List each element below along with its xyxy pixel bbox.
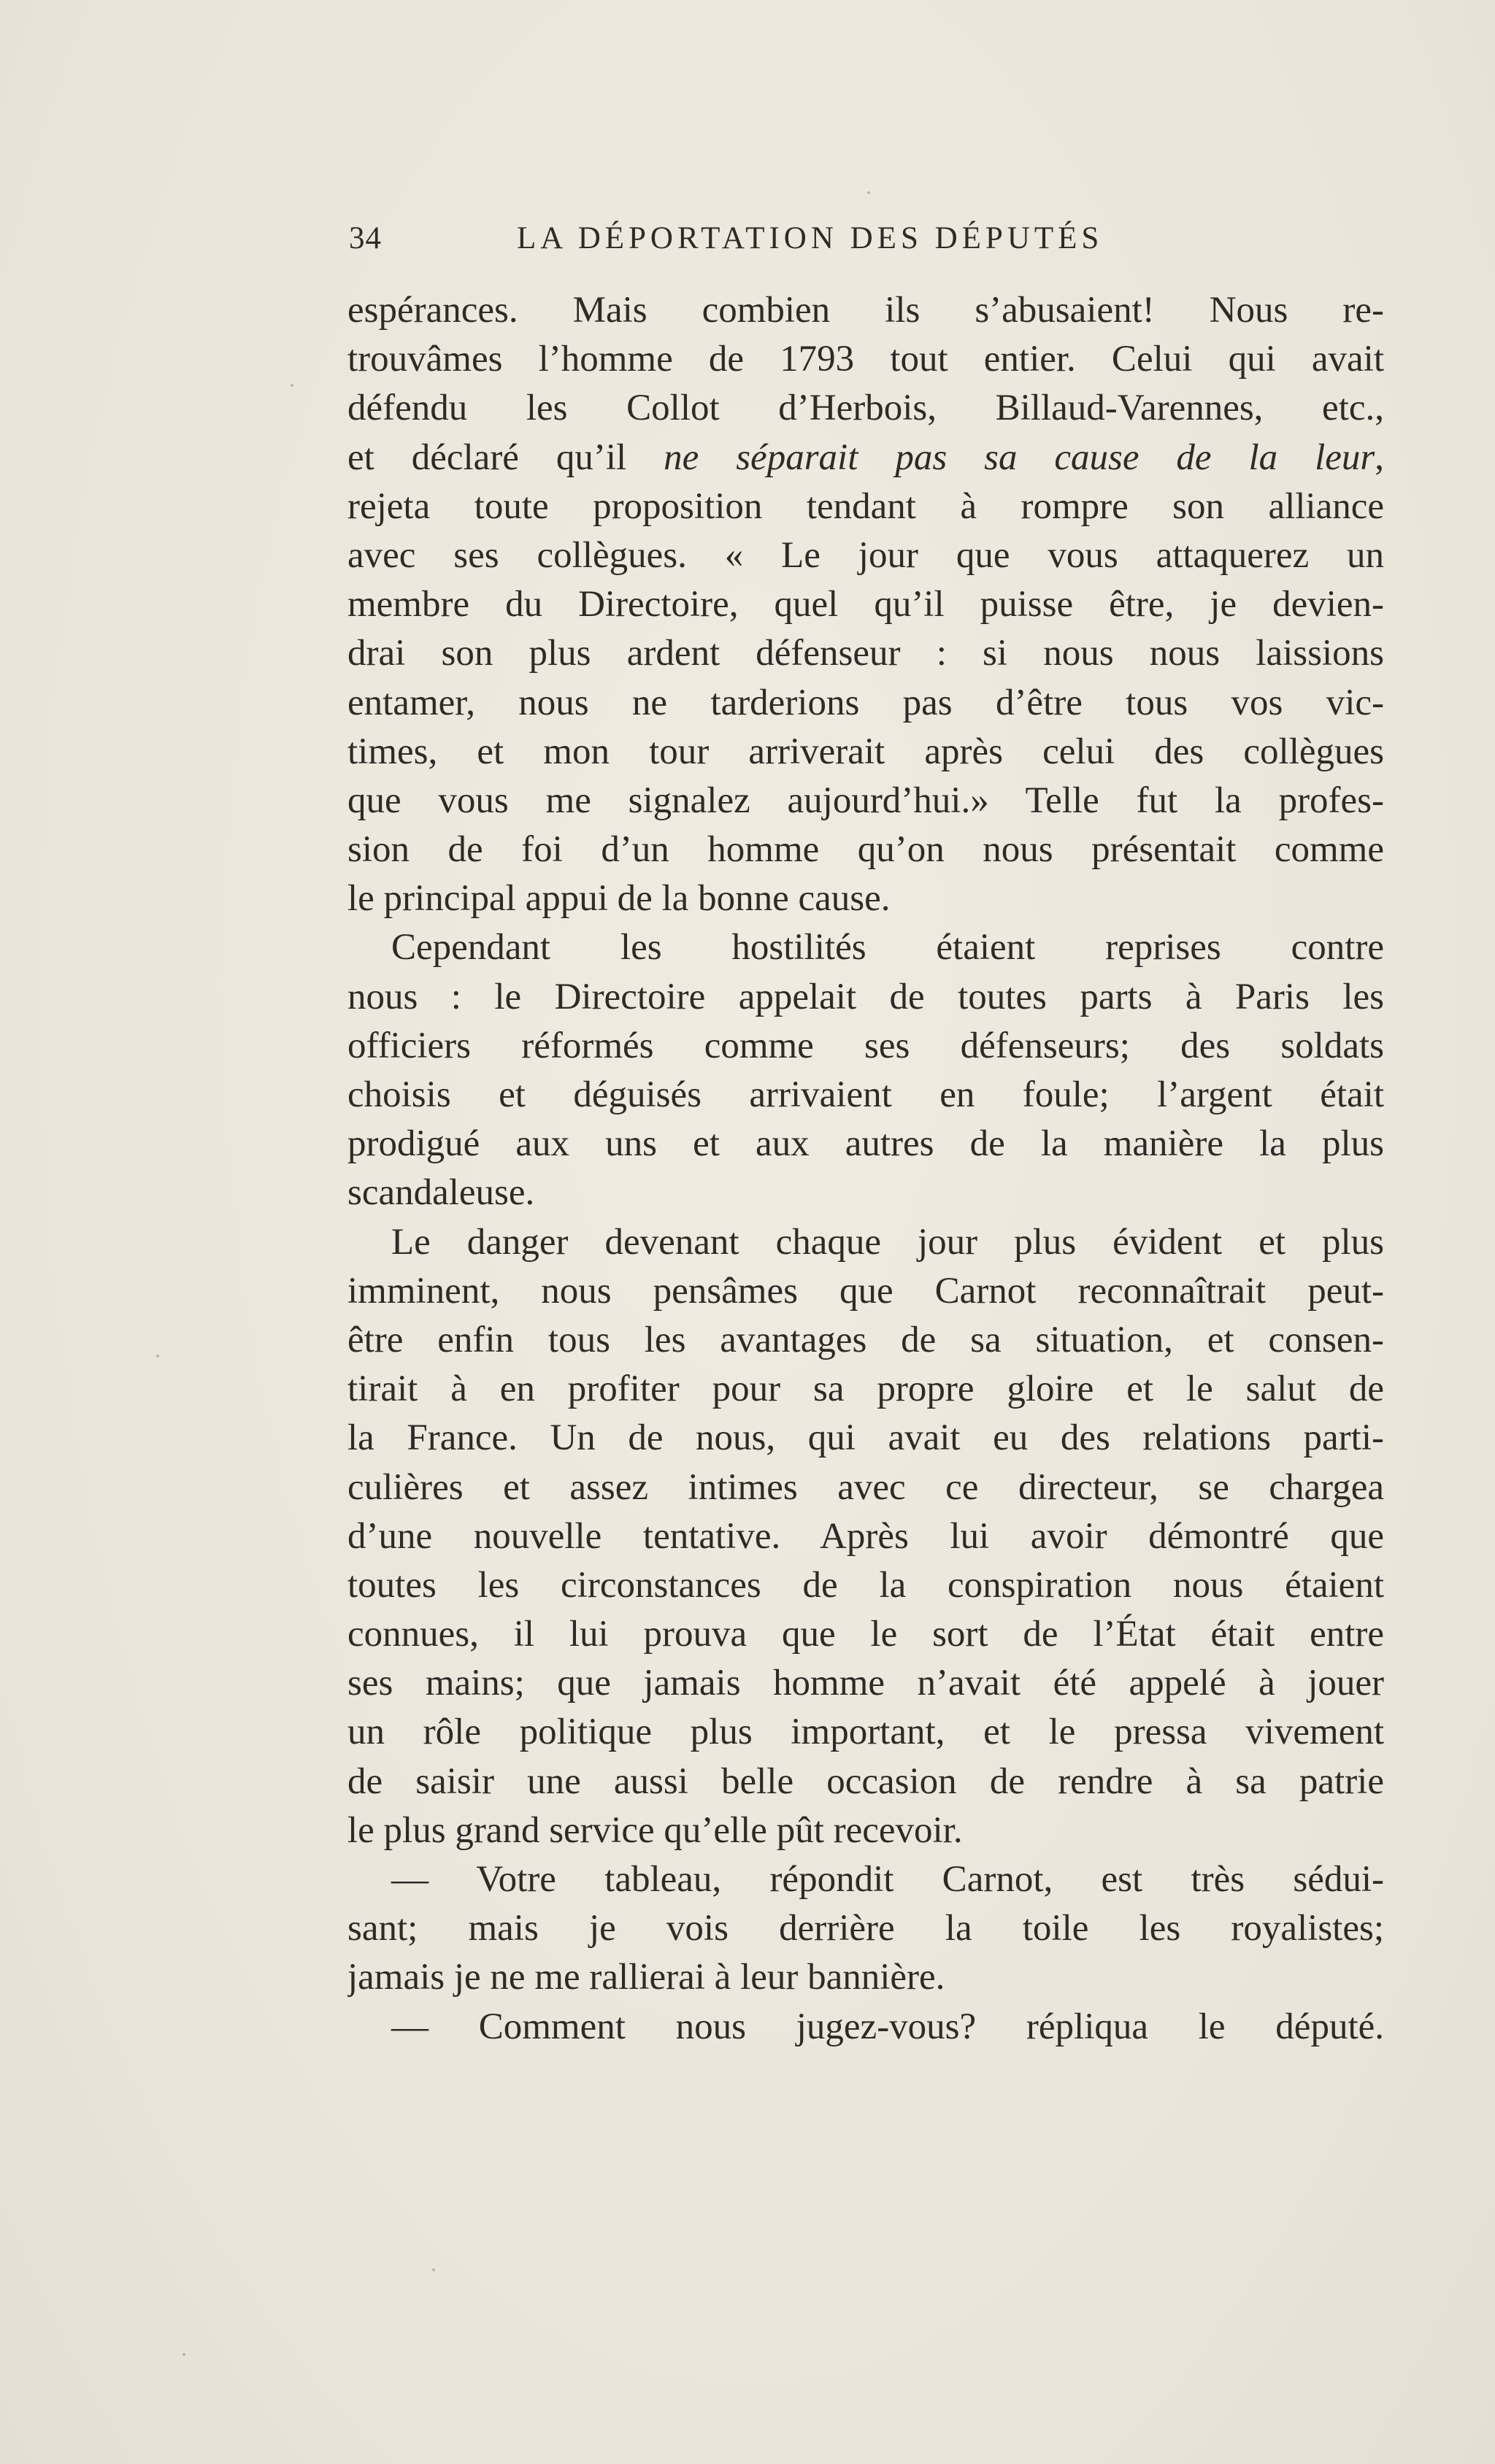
text-line: avec ses collègues. « Le jour que vous attaquerez un: [347, 534, 1384, 576]
text-line: nous : le Directoire appelait de toutes parts à Paris les: [347, 976, 1384, 1017]
page-number: 34: [349, 221, 382, 255]
text-line: de saisir une aussi belle occasion de rendre à sa patrie: [347, 1760, 1384, 1802]
paper-speck: [867, 191, 870, 194]
text-line: scandaleuse.: [347, 1172, 535, 1214]
text-line: connues, il lui prouva que le sort de l’État était entre: [347, 1614, 1384, 1655]
text-line: tirait à en profiter pour sa propre gloire et le salut de: [347, 1368, 1384, 1410]
paper-speck: [432, 2268, 435, 2271]
paper-speck: [156, 1355, 159, 1358]
text-line: un rôle politique plus important, et le pressa vivement: [347, 1712, 1384, 1753]
text-line: imminent, nous pensâmes que Carnot reconnaîtrait peut-: [347, 1270, 1384, 1312]
text-line: prodigué aux uns et aux autres de la manière la plus: [347, 1123, 1384, 1165]
text-line: le principal appui de la bonne cause.: [347, 878, 891, 920]
text-line: la France. Un de nous, qui avait eu des relations parti-: [347, 1417, 1384, 1459]
text-line: d’une nouvelle tentative. Après lui avoir démontré que: [347, 1515, 1384, 1557]
text-line: Cependant les hostilités étaient reprises contre: [391, 927, 1384, 969]
text-line: times, et mon tour arriverait après celui des collègues: [347, 731, 1384, 772]
text-line: culières et assez intimes avec ce directeur, se chargea: [347, 1466, 1384, 1508]
italic-quote: ne séparait pas sa cause de la leur: [664, 436, 1375, 478]
text-line: défendu les Collot d’Herbois, Billaud-Varennes, etc.,: [347, 388, 1384, 429]
paper-speck: [291, 384, 293, 387]
text-line: rejeta toute proposition tendant à rompre son alliance: [347, 485, 1384, 527]
text-line: que vous me signalez aujourd’hui.» Telle fut la profes-: [347, 779, 1384, 821]
paper-speck: [182, 2353, 185, 2356]
text-line: choisis et déguisés arrivaient en foule; l’argent était: [347, 1074, 1384, 1115]
running-head: LA DÉPORTATION DES DÉPUTÉS: [517, 221, 1104, 255]
text-line: être enfin tous les avantages de sa situation, et consen-: [347, 1319, 1384, 1360]
text-span: ,: [1375, 436, 1384, 478]
text-line: membre du Directoire, quel qu’il puisse être, je devien-: [347, 584, 1384, 625]
text-line: le plus grand service qu’elle pût recevoir.: [347, 1809, 963, 1851]
text-line: — Comment nous jugez-vous? répliqua le député.: [391, 2006, 1384, 2047]
text-line: sant; mais je vois derrière la toile les royalistes;: [347, 1908, 1384, 1949]
text-line: sion de foi d’un homme qu’on nous présentait comme: [347, 829, 1384, 871]
text-line-with-italic: [347, 434, 1384, 482]
text-line: ses mains; que jamais homme n’avait été appelé à jouer: [347, 1663, 1384, 1704]
text-line: jamais je ne me rallierai à leur bannière.: [347, 1957, 945, 1998]
text-line: toutes les circonstances de la conspiration nous étaient: [347, 1564, 1384, 1606]
page-header: [349, 220, 1384, 264]
body-text: [347, 286, 1384, 2052]
text-line: officiers réformés comme ses défenseurs; des soldats: [347, 1025, 1384, 1066]
text-line: drai son plus ardent défenseur : si nous nous laissions: [347, 633, 1384, 674]
text-line: entamer, nous ne tarderions pas d’être tous vos vic-: [347, 682, 1384, 723]
text-span: et déclaré qu’il: [347, 436, 664, 478]
text-line: Le danger devenant chaque jour plus évident et plus: [391, 1221, 1384, 1263]
text-line: espérances. Mais combien ils s’abusaient! Nous re-: [347, 290, 1384, 331]
text-line: trouvâmes l’homme de 1793 tout entier. Celui qui avait: [347, 339, 1384, 380]
text-line: — Votre tableau, répondit Carnot, est très sédui-: [391, 1859, 1384, 1900]
